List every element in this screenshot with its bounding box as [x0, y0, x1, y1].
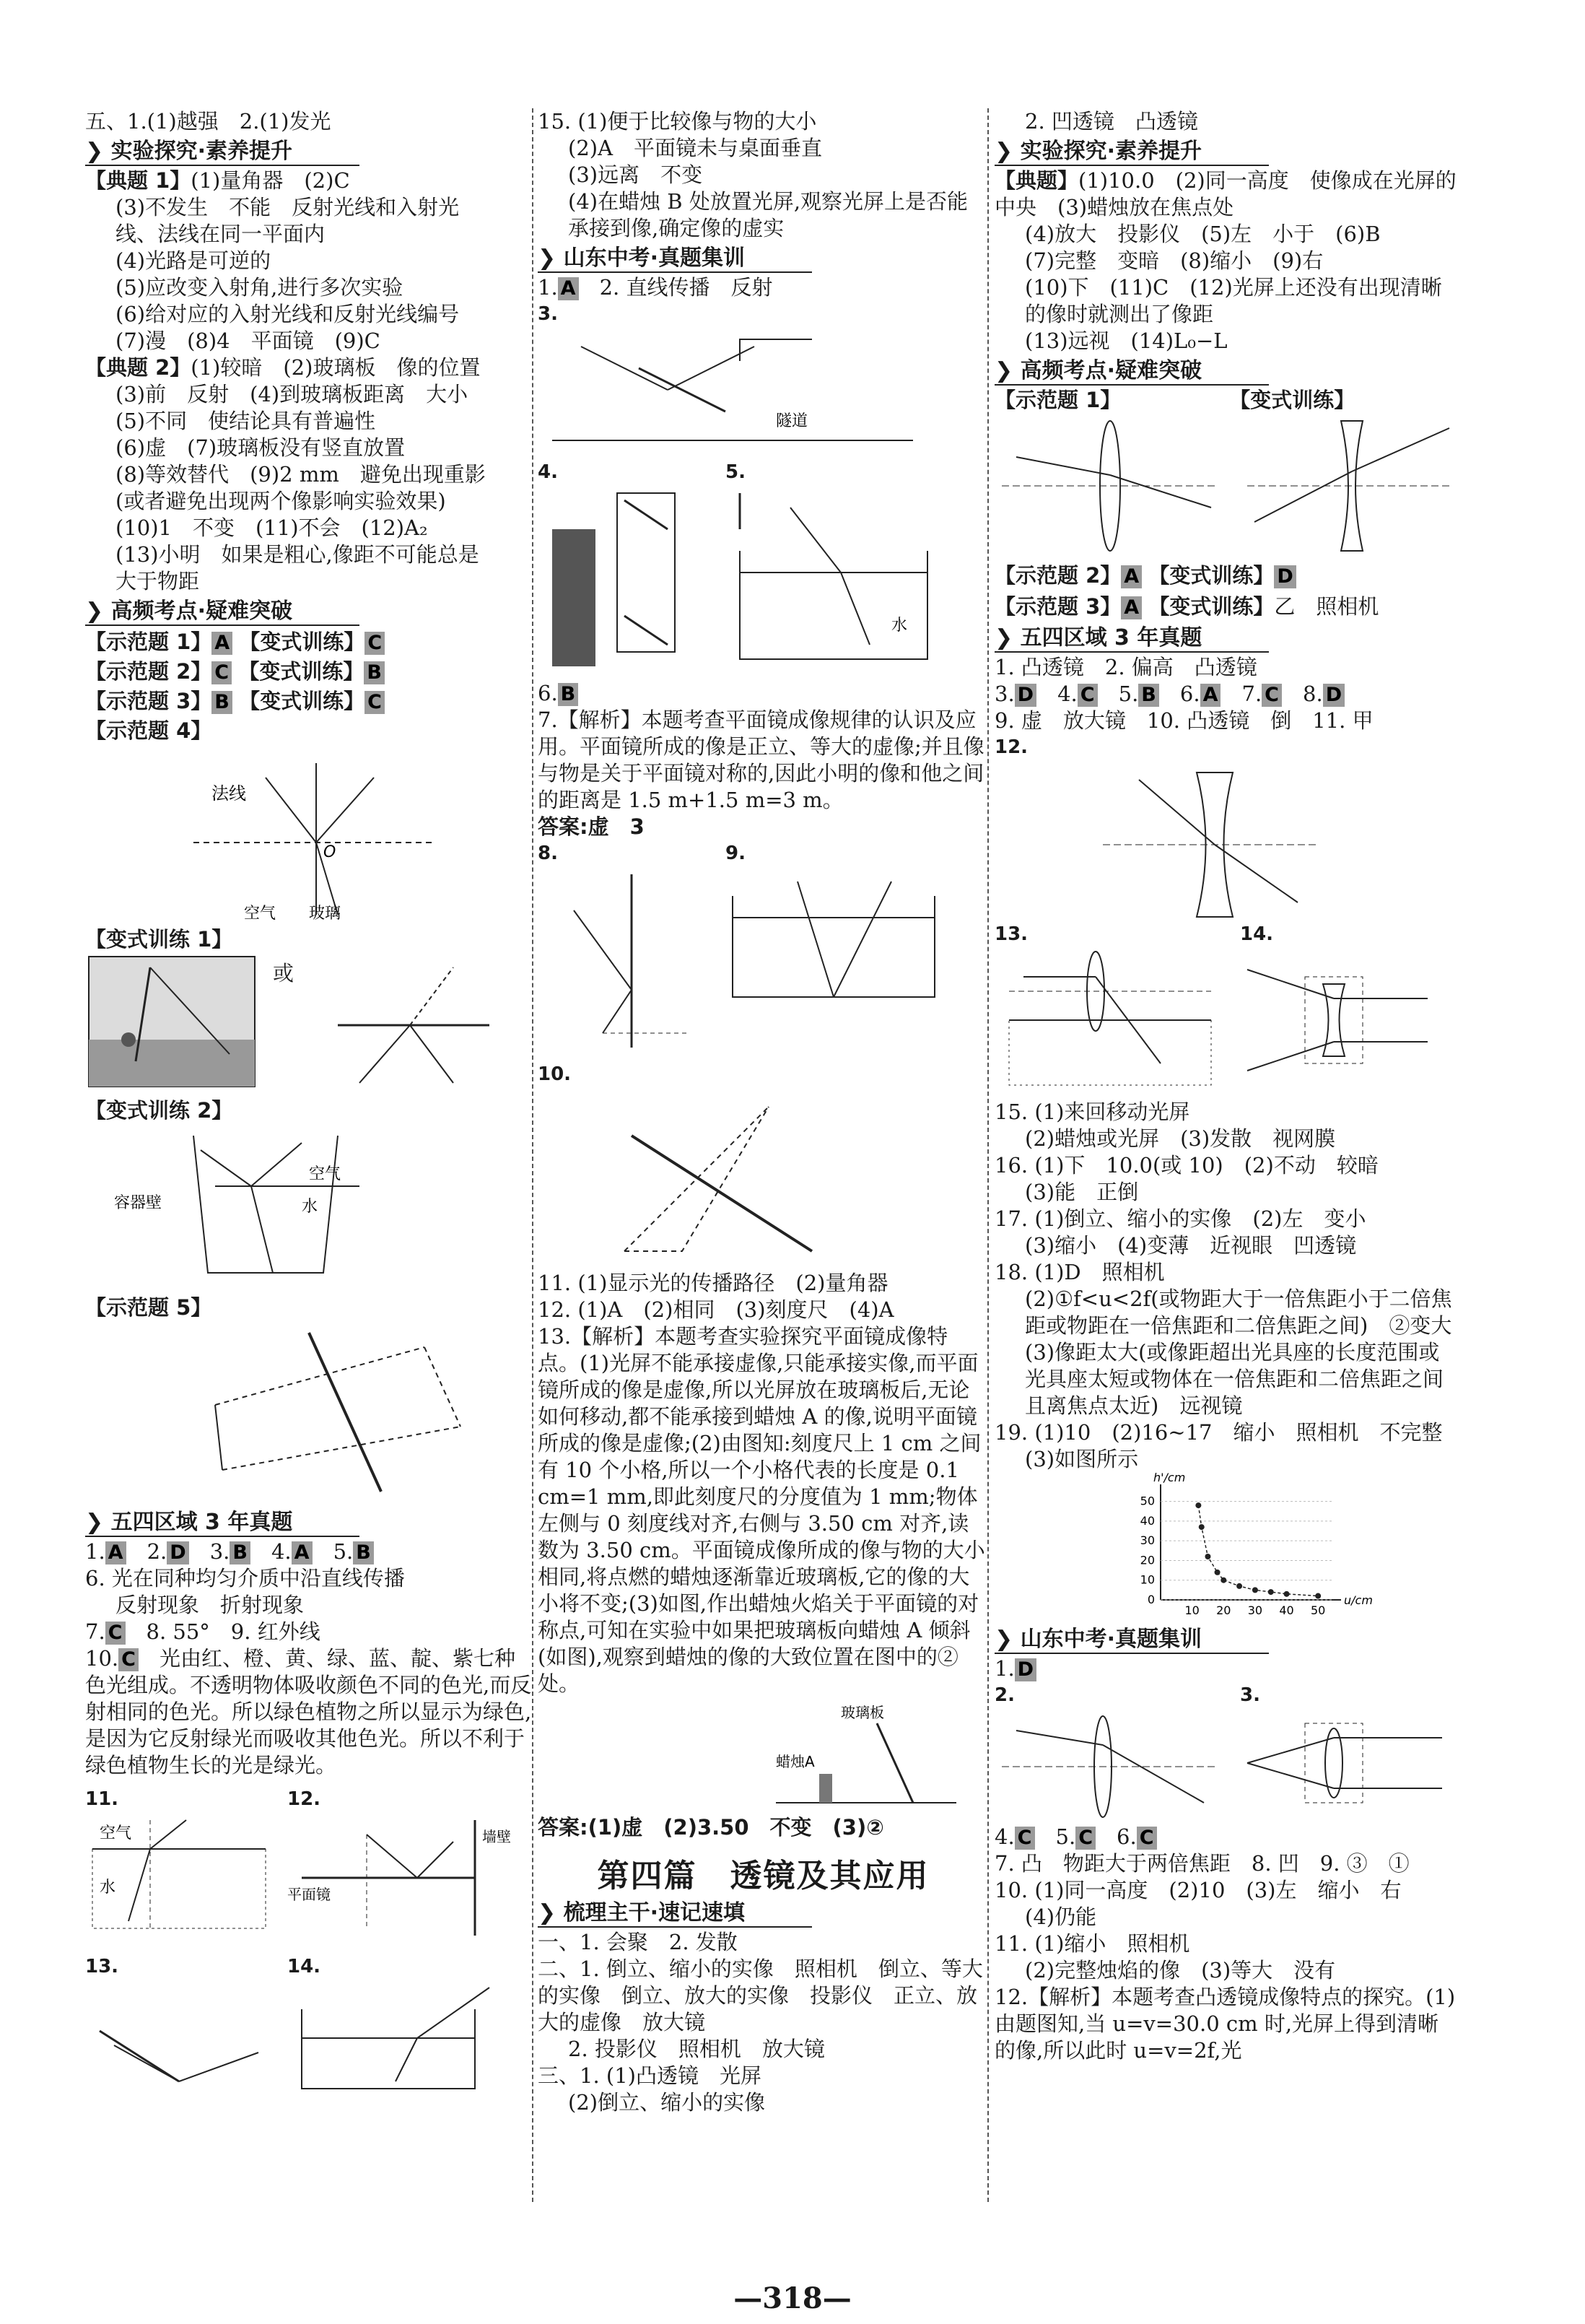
y-tick-label: 20 [1140, 1553, 1155, 1567]
q-number: 3. [538, 303, 558, 325]
q-number: 4. [538, 461, 558, 483]
answer-badge: D [1015, 1658, 1036, 1681]
answer-badge: A [1121, 596, 1142, 619]
answer-line: 17. (1)倒立、缩小的实像 (2)左 变小 [995, 1206, 1366, 1231]
answer-badge: A [292, 1541, 313, 1564]
q-number: 5. [725, 461, 746, 483]
x-tick-label: 30 [1247, 1603, 1263, 1617]
answer-line: (3)前 反射 (4)到玻璃板距离 大小 [115, 382, 468, 406]
variant-tag: 【变式训练】 [1148, 563, 1275, 588]
answer-line: 1. 凸透镜 2. 偏高 凸透镜 [995, 655, 1257, 679]
convex-lens-ray-diagram [995, 1709, 1226, 1817]
x-tick-label: 50 [1311, 1603, 1326, 1617]
answer-badge: B [558, 683, 579, 706]
q-number: 9. [725, 843, 746, 864]
mirror-image-diagram [85, 1326, 518, 1499]
q-number: 3. [1240, 1684, 1260, 1706]
answer-line: 19. (1)10 (2)16~17 缩小 照相机 不完整 [995, 1420, 1443, 1445]
candle-glass-diagram [538, 1702, 971, 1810]
answer-badge: C [118, 1648, 139, 1671]
q-number: 4. [1057, 682, 1078, 706]
answer-line: 15. (1)来回移动光屏 [995, 1100, 1190, 1124]
variant-tag: 【变式训练】 [238, 659, 364, 684]
answer-line: 11. (1)显示光的传播路径 (2)量角器 [538, 1271, 888, 1295]
q-number: 4. [271, 1539, 292, 1564]
q-number: 11. [85, 1788, 119, 1810]
q-number: 7. [1241, 682, 1262, 706]
y-tick-label: 40 [1140, 1513, 1155, 1528]
q-number: 3. [209, 1539, 230, 1564]
plane-mirror-diagram [538, 867, 711, 1055]
answer-line: 15. (1)便于比较像与物的大小 [538, 109, 817, 134]
answer-line: 10. (1)同一高度 (2)10 (3)左 缩小 右 [995, 1878, 1402, 1902]
answer-line: (6)虚 (7)玻璃板没有竖直放置 [115, 435, 406, 460]
answer-badge: B [230, 1541, 250, 1564]
lens-water-diagram [995, 948, 1226, 1092]
answer-text: 答案:(1)虚 (2)3.50 不变 (3)② [538, 1815, 884, 1840]
answer-line: 线、法线在同一平面内 [115, 222, 326, 246]
answer-badge: B [364, 661, 385, 684]
water-mirror-diagram [725, 867, 949, 1048]
data-point [1195, 1502, 1201, 1508]
section-header: ❯ 梳理主干·速记速填 [538, 1899, 812, 1928]
x-tick-label: 10 [1184, 1603, 1200, 1617]
label-candle: 蜡烛A [776, 1753, 815, 1770]
y-axis-label: h'/cm [1153, 1471, 1186, 1484]
answer-badge: C [1075, 1827, 1096, 1850]
q-number: 6. [1117, 1824, 1137, 1849]
data-point [1284, 1591, 1290, 1597]
example-tag: 【典题】 [995, 168, 1079, 193]
label-water: 水 [100, 1879, 116, 1897]
answer-text: 2. 直线传播 反射 [599, 275, 773, 300]
answer-line: (13)远视 (14)L₀−L [1025, 328, 1228, 353]
section-header: ❯ 高频考点·疑难突破 [995, 357, 1269, 386]
answer-badge: A [105, 1541, 126, 1564]
image-height-chart [995, 1471, 1428, 1622]
column-3 [995, 108, 1473, 2064]
data-point [1199, 1524, 1205, 1530]
answer-line: (8)等效替代 (9)2 mm 避免出现重影 [115, 462, 486, 487]
example-tag: 【示范题 1】 [995, 388, 1122, 412]
tunnel-reflection-diagram [538, 332, 971, 455]
answer-badge: C [364, 632, 385, 655]
q-number: 1. [538, 275, 558, 300]
answer-line: (4)光路是可逆的 [115, 248, 271, 273]
reflection-diagram [331, 953, 497, 1090]
x-tick-label: 20 [1216, 1603, 1231, 1617]
section-header: ❯ 高频考点·疑难突破 [85, 598, 359, 626]
example-tag: 【典题 2】 [85, 355, 191, 380]
answer-line: 反射现象 折射现象 [115, 1593, 305, 1617]
answer-line: (3)远离 不变 [568, 162, 703, 187]
answer-badge: B [1138, 684, 1159, 707]
example-tag: 【示范题 2】 [85, 659, 212, 684]
answer-line: 16. (1)下 10.0(或 10) (2)不动 较暗 [995, 1153, 1379, 1178]
label-water: 水 [891, 617, 908, 635]
periscope-diagram [538, 486, 711, 674]
label-air: 空气 [309, 1165, 341, 1183]
q-number: 8. [1303, 682, 1323, 706]
answer-badge: A [211, 632, 232, 655]
answer-badge: A [1121, 565, 1142, 588]
example-tag: 【示范题 3】 [85, 689, 212, 713]
answer-badge: D [1323, 684, 1345, 707]
answer-text: (1)量角器 (2)C [191, 168, 350, 193]
explanation-text: 7.【解析】本题考查平面镜成像规律的认识及应用。平面镜所成的像是正立、等大的虚像;并且像与物是关于平面镜对称的,因此小明的像和他之间的距离是 1.5 m+1.5 m=3 m。 [538, 708, 984, 812]
y-tick-label: 50 [1140, 1494, 1155, 1508]
q-number: 14. [1240, 923, 1274, 945]
answer-line: (3)如图所示 [1025, 1447, 1139, 1471]
label-o: O [323, 843, 336, 861]
label-tunnel: 隧道 [776, 412, 808, 430]
answer-line: (10)下 (11)C (12)光屏上还没有出现清晰的像时就测出了像距 [1025, 275, 1442, 326]
label-wall: 容器壁 [114, 1194, 162, 1212]
section-header: ❯ 五四区域 3 年真题 [85, 1509, 359, 1537]
answer-line: (2)完整烛焰的像 (3)等大 没有 [1025, 1958, 1336, 1983]
q-number: 6. [1179, 682, 1200, 706]
y-tick-label: 0 [1147, 1593, 1155, 1606]
label-glass: 玻璃 [309, 905, 341, 923]
answer-line: 2. 凹透镜 凸透镜 [1025, 109, 1198, 134]
or-text: 或 [273, 961, 294, 985]
section-header: ❯ 实验探究·素养提升 [995, 138, 1269, 166]
answer-line: 一、1. 会聚 2. 发散 [538, 1930, 738, 1954]
q-number: 1. [85, 1539, 105, 1564]
answer-badge: D [1274, 565, 1296, 588]
answer-badge: D [1015, 684, 1036, 707]
answer-text: 8. 55° 9. 红外线 [146, 1619, 320, 1644]
example-tag: 【示范题 5】 [85, 1295, 212, 1320]
answer-text: (1)10.0 (2)同一高度 使像成在光屏的中央 (3)蜡烛放在焦点处 [995, 168, 1457, 219]
answer-line: (5)不同 使结论具有普遍性 [115, 409, 376, 433]
variant-tag: 【变式训练 2】 [85, 1098, 233, 1123]
chapter-title: 第四篇 透镜及其应用 [597, 1858, 930, 1894]
q-number: 14. [287, 1956, 321, 1977]
q-number: 3. [995, 682, 1015, 706]
y-tick-label: 30 [1140, 1533, 1155, 1548]
lens-box-diagram [1240, 1709, 1457, 1817]
answer-line: 12. (1)A (2)相同 (3)刻度尺 (4)A [538, 1297, 894, 1322]
q-number: 12. [287, 1788, 321, 1810]
answer-line: 11. (1)缩小 照相机 [995, 1931, 1190, 1956]
answer-line: 二、1. 倒立、缩小的实像 照相机 倒立、等大的实像 倒立、放大的实像 投影仪 正立、放大的虚像 放大镜 [538, 1957, 983, 2034]
column-1 [85, 108, 533, 2102]
answer-line: (10)1 不变 (11)不会 (12)A₂ [115, 515, 428, 540]
q-number: 12. [995, 736, 1029, 758]
data-point [1221, 1577, 1226, 1583]
water-tank-diagram [287, 1980, 504, 2096]
data-point [1205, 1554, 1210, 1559]
data-point [1236, 1583, 1242, 1589]
q-number: 2. [995, 1684, 1015, 1706]
answer-text: 乙 照相机 [1274, 594, 1379, 619]
example-tag: 【示范题 3】 [995, 594, 1122, 619]
q-number: 10. [85, 1646, 119, 1671]
scene-illustration [85, 953, 258, 1090]
variant-tag: 【变式训练】 [1148, 594, 1275, 619]
label-mirror: 平面镜 [287, 1886, 331, 1903]
q-number: 6. [538, 681, 558, 705]
answer-line: (3)不发生 不能 反射光线和入射光 [115, 195, 460, 219]
q-number: 10. [538, 1063, 572, 1085]
example-tag: 【示范题 4】 [85, 718, 212, 743]
lens-box-diagram [1240, 948, 1442, 1092]
answer-line: (2)倒立、缩小的实像 [568, 2090, 766, 2115]
answer-badge: A [1200, 684, 1221, 707]
answer-badge: D [167, 1541, 188, 1564]
q-number: 4. [995, 1824, 1015, 1849]
answer-line: 2. 投影仪 照相机 放大镜 [568, 2037, 825, 2061]
answer-line: (6)给对应的入射光线和反射光线编号 [115, 302, 460, 326]
data-point [1315, 1593, 1321, 1599]
section-header: ❯ 实验探究·素养提升 [85, 138, 359, 166]
q-number: 5. [1055, 1824, 1076, 1849]
variant-tag: 【变式训练】 [1229, 388, 1355, 412]
answer-text: (1)较暗 (2)玻璃板 像的位置 [191, 355, 481, 380]
answer-badge: B [211, 691, 232, 714]
mirror-wall-diagram [287, 1813, 511, 1943]
explanation-text: 光由红、橙、黄、绿、蓝、靛、紫七种色光组成。不透明物体吸收颜色不同的色光,而反射相同的色光。所以绿色植物之所以显示为绿色,是因为它反射绿光而吸收其他色光。所以不利于绿色植物生长的光是绿光。 [85, 1646, 532, 1777]
q-number: 13. [85, 1956, 119, 1977]
label-normal: 法线 [211, 783, 246, 804]
answer-line: (4)仍能 [1025, 1905, 1097, 1929]
label-water: 水 [302, 1198, 318, 1216]
q-number: 1. [995, 1656, 1015, 1681]
label-wall: 墙壁 [482, 1828, 511, 1845]
answer-line: 三、1. (1)凸透镜 光屏 [538, 2063, 761, 2088]
label-glass-plate: 玻璃板 [841, 1704, 884, 1721]
refraction-diagram [85, 1813, 273, 1936]
answer-line: (3)能 正倒 [1025, 1180, 1139, 1204]
explanation-text: 13.【解析】本题考查实验探究平面镜成像特点。(1)光屏不能承接虚像,只能承接实像,而平面镜所成的像是虚像,所以光屏放在玻璃板后,无论如何移动,都不能承接到蜡烛 A 的像,说明平面镜所成的像是虚像;(2)由图知:刻度尺上 1 cm 之间有 10 个小格,所以一个小格代表的长度是 0.1 cm=1 mm,即此刻度尺的分度值为 1 mm;物体左侧与 0 刻度线对齐,右侧与 3.50 cm 对齐,读数为 3.50 cm。平面镜成像所成的像与物的大小相同,将点燃的蜡烛逐渐靠近玻璃板,它的像的大小将不变;(3)如图,作出蜡烛火焰关于平面镜的对称点,可知在实验中如果把玻璃板向蜡烛 A 倾斜(如图),观察到蜡烛的像的大致位置在图中的②处。 [538, 1324, 985, 1696]
explanation-text: 12.【解析】本题考查凸透镜成像特点的探究。(1)由题图知,当 u=v=30.0 cm 时,光屏上得到清晰的像,所以此时 u=v=2f,光 [995, 1985, 1456, 2063]
answer-line: 9. 虚 放大镜 10. 凸透镜 倒 11. 甲 [995, 708, 1374, 733]
answer-badge: C [1262, 684, 1282, 707]
answer-badge: C [211, 661, 232, 684]
answer-badge: C [105, 1622, 126, 1645]
section-header: ❯ 山东中考·真题集训 [995, 1626, 1269, 1654]
q-number: 5. [1118, 682, 1139, 706]
answer-line: (7)漫 (8)4 平面镜 (9)C [115, 328, 380, 353]
example-tag: 【示范题 2】 [995, 563, 1122, 588]
answer-line: (或者避免出现两个像影响实验效果) [115, 489, 446, 513]
label-air: 空气 [244, 905, 276, 923]
data-point [1252, 1587, 1258, 1593]
answer-line: 7. 凸 物距大于两倍焦距 8. 凹 9. ③ ① [995, 1851, 1410, 1876]
variant-tag: 【变式训练】 [239, 689, 365, 713]
variant-tag: 【变式训练 1】 [85, 927, 233, 952]
q-number: 13. [995, 923, 1029, 945]
answer-line: 18. (1)D 照相机 [995, 1260, 1165, 1284]
q-number: 2. [147, 1539, 167, 1564]
answer-text: 答案:虚 3 [538, 814, 645, 839]
q-number: 5. [333, 1539, 354, 1564]
example-tag: 【示范题 1】 [85, 630, 212, 654]
answer-line: (4)放大 投影仪 (5)左 小于 (6)B [1025, 222, 1381, 246]
section-header: ❯ 山东中考·真题集训 [538, 245, 812, 273]
mirror-symmetry-diagram [538, 1092, 971, 1266]
example-tag: 【典题 1】 [85, 168, 191, 193]
data-point [1268, 1589, 1274, 1595]
answer-line: 五、1.(1)越强 2.(1)发光 [85, 109, 331, 134]
concave-lens-diagram [1240, 414, 1457, 558]
variant-tag: 【变式训练】 [239, 630, 365, 654]
answer-badge: C [1015, 1827, 1035, 1850]
q-number: 7. [85, 1619, 105, 1644]
trend-curve [1198, 1505, 1318, 1596]
data-point [1215, 1570, 1221, 1575]
refraction-diagram [85, 749, 518, 922]
answer-badge: C [1078, 684, 1098, 707]
x-tick-label: 40 [1279, 1603, 1294, 1617]
answer-line: (2)A 平面镜未与桌面垂直 [568, 136, 823, 160]
container-refraction-diagram [85, 1128, 518, 1287]
y-tick-label: 10 [1140, 1572, 1155, 1587]
mirror-angle-diagram [85, 1980, 273, 2089]
label-air: 空气 [100, 1824, 132, 1842]
column-2 [538, 108, 989, 2116]
answer-line: (2)蜡烛或光屏 (3)发散 视网膜 [1025, 1126, 1336, 1151]
answer-badge: A [558, 277, 579, 300]
convex-lens-diagram [995, 414, 1226, 558]
answer-badge: C [364, 691, 385, 714]
q-number: 8. [538, 843, 558, 864]
answer-line: (7)完整 变暗 (8)缩小 (9)右 [1025, 248, 1324, 273]
answer-line: (5)应改变入射角,进行多次实验 [115, 275, 403, 300]
concave-lens-ray-diagram [995, 765, 1428, 917]
water-reflection-diagram [725, 486, 949, 674]
answer-line: (3)缩小 (4)变薄 近视眼 凹透镜 [1025, 1233, 1357, 1258]
answer-line: 大于物距 [115, 569, 200, 593]
answer-line: (13)小明 如果是粗心,像距不可能总是 [115, 542, 479, 567]
x-axis-label: u/cm [1344, 1593, 1373, 1607]
answer-line: 6. 光在同种均匀介质中沿直线传播 [85, 1566, 405, 1590]
answer-line: (2)①f<u<2f(或物距大于一倍焦距小于二倍焦距或物距在一倍焦距和二倍焦距之间) ②变大 (3)像距太大(或像距超出光具座的长度范围或光具座太短或物体在一倍焦距和二倍焦距之间且离焦点太近) 远视镜 [1025, 1287, 1473, 1418]
answer-badge: C [1137, 1827, 1157, 1850]
section-header: ❯ 五四区域 3 年真题 [995, 624, 1269, 653]
answer-badge: B [353, 1541, 374, 1564]
page-number: —318— [733, 2281, 852, 2315]
answer-line: (4)在蜡烛 B 处放置光屏,观察光屏上是否能承接到像,确定像的虚实 [568, 189, 969, 240]
